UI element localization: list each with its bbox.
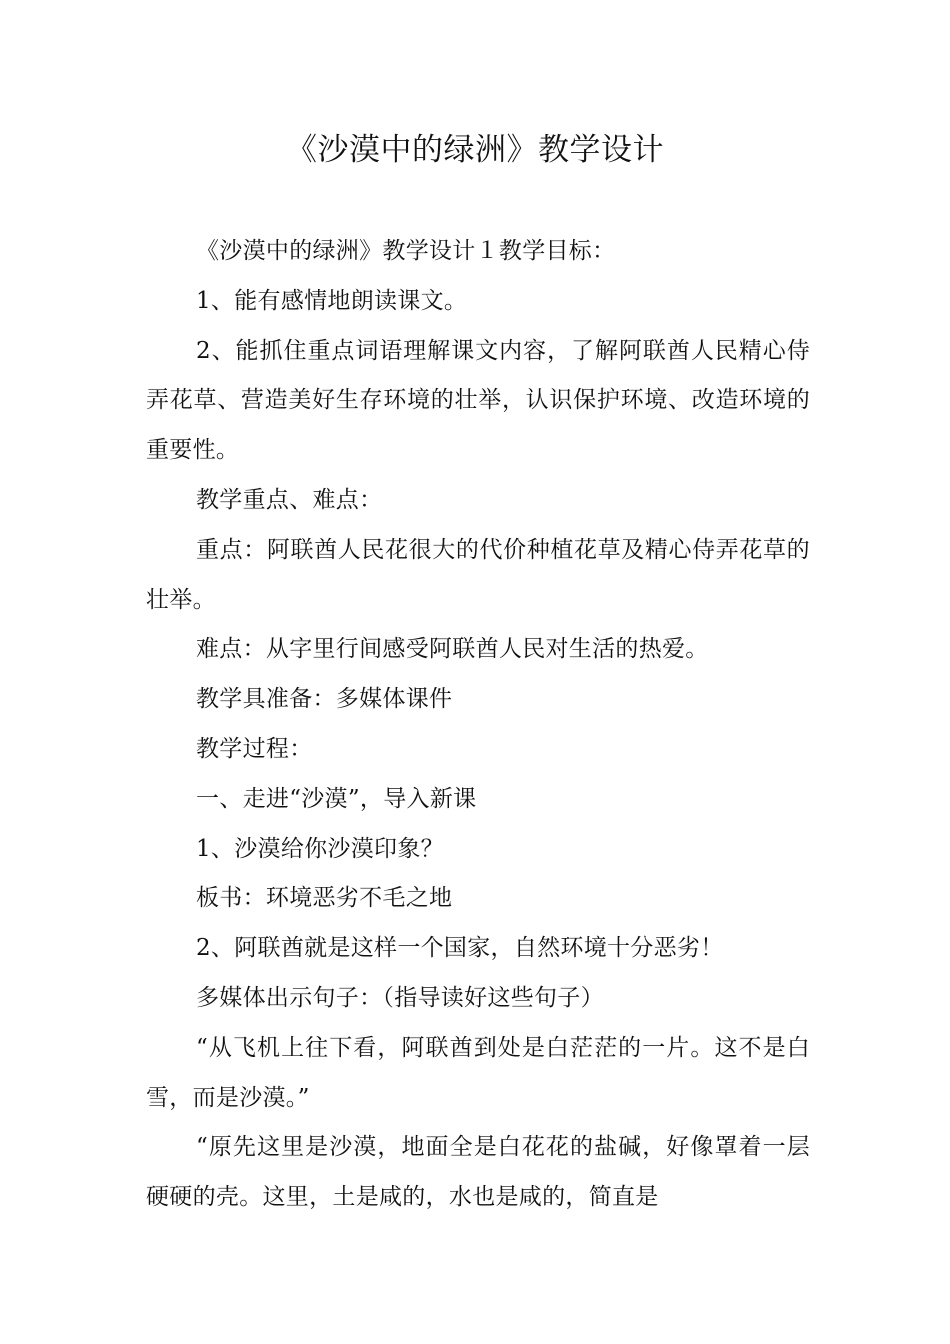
paragraph: 教学具准备：多媒体课件 bbox=[196, 686, 453, 713]
paragraph: 《沙漠中的绿洲》教学设计１教学目标： bbox=[196, 238, 616, 264]
paragraph: 多媒体出示句子：（指导读好这些句子） bbox=[196, 984, 604, 1011]
paragraph: 板书：环境恶劣不毛之地 bbox=[196, 885, 453, 912]
document-title: 《沙漠中的绿洲》教学设计 bbox=[286, 132, 664, 168]
paragraph: 一、走进“沙漠”，导入新课 bbox=[196, 785, 477, 812]
document-body bbox=[146, 227, 810, 1223]
paragraph: 2、阿联酋就是这样一个国家，自然环境十分恶劣！ bbox=[196, 935, 724, 962]
paragraph: 教学过程： bbox=[196, 735, 313, 762]
paragraph: 教学重点、难点： bbox=[196, 486, 383, 513]
paragraph: 难点：从字里行间感受阿联酋人民对生活的热爱。 bbox=[196, 636, 709, 663]
paragraph: 重点：阿联酋人民花很大的代价种植花草及精心侍弄花草的壮举。 bbox=[146, 536, 810, 613]
paragraph: 1、能有感情地朗读课文。 bbox=[196, 287, 468, 314]
paragraph: “原先这里是沙漠，地面全是白花花的盐碱，好像罩着一层硬硬的壳。这里，土是咸的，水也是咸的，简直是 bbox=[146, 1134, 810, 1211]
paragraph: 2、能抓住重点词语理解课文内容，了解阿联酋人民精心侍弄花草、营造美好生存环境的壮举，认识保护环境、改造环境的重要性。 bbox=[146, 337, 810, 464]
paragraph: 1、沙漠给你沙漠印象？ bbox=[196, 835, 444, 862]
paragraph: “从飞机上往下看，阿联酋到处是白茫茫的一片。这不是白雪，而是沙漠。” bbox=[146, 1034, 810, 1111]
